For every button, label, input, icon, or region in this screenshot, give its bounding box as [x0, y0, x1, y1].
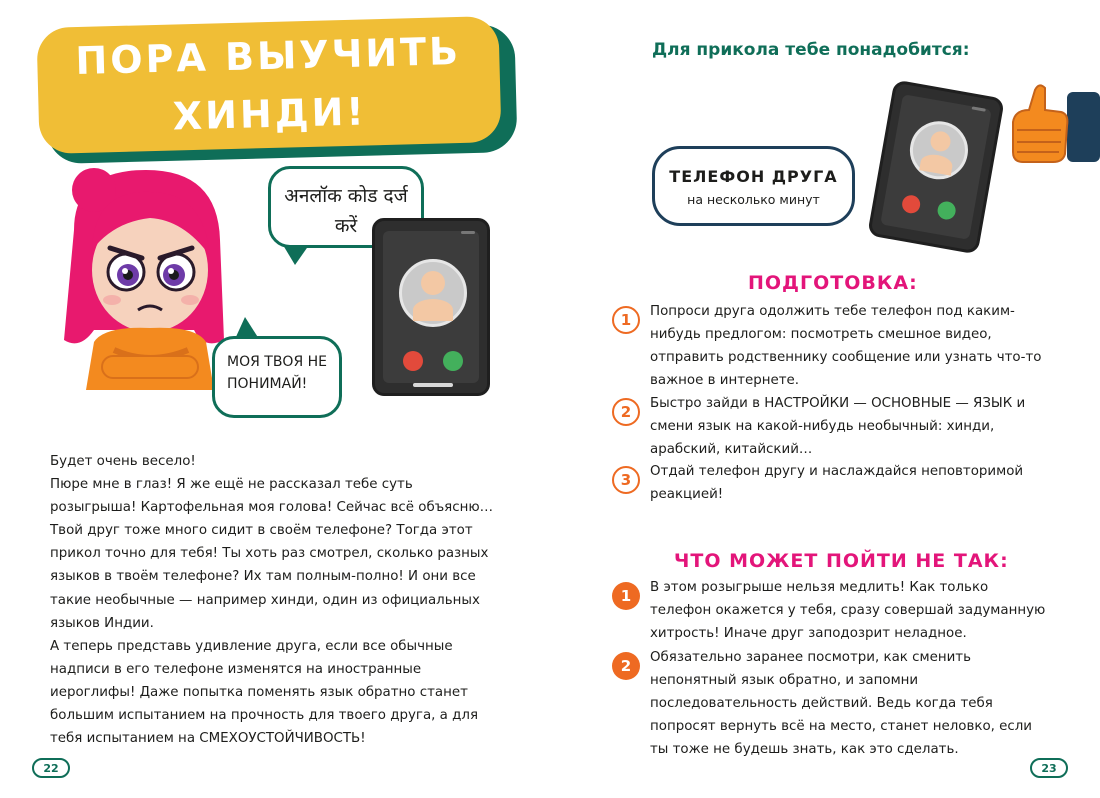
- prep-step: [612, 460, 1052, 506]
- prep-step: [612, 300, 1052, 392]
- step-number: 2: [612, 652, 640, 680]
- warning-step: [612, 576, 1052, 645]
- step-number: 3: [612, 466, 640, 494]
- page-title: ПОРА ВЫУЧИТЬ ХИНДИ!: [74, 28, 462, 139]
- item-title: ТЕЛЕФОН ДРУГА: [669, 167, 838, 186]
- body-paragraph: А теперь представь удивление друга, если все обычные надписи в его телефоне изменятся на иностранные иероглифы! Даже попытка поменять язык обратно станет большим испытанием на прочность для твоего друга, а для тебя испытанием на СМЕХОУСТОЙЧИВОСТЬ!: [50, 638, 479, 747]
- avatar-head: [421, 271, 445, 295]
- step-text: В этом розыгрыше нельзя медлить! Как только телефон окажется у тебя, сразу совершай задуманную хитрость! Иначе друг заподозрит неладное.: [650, 580, 1046, 642]
- hindi-text: अनलॉक कोड दर्ज करें: [284, 185, 408, 237]
- item-subtitle: на несколько минут: [687, 192, 820, 207]
- bubble-tail: [235, 317, 259, 339]
- phone-notch: [461, 231, 475, 234]
- girl-illustration: [54, 160, 238, 390]
- preparation-title: ПОДГОТОВКА:: [748, 272, 918, 294]
- body-paragraph: Будет очень весело!: [50, 454, 196, 469]
- step-number: 2: [612, 398, 640, 426]
- prep-step: [612, 392, 1052, 461]
- title-banner: [36, 16, 501, 154]
- thumbs-up-hand-icon: [1005, 82, 1100, 168]
- step-text: Попроси друга одолжить тебе телефон под каким-нибудь предлогом: посмотреть смешное видео, отправить родственнику сообщение или узнать что-то важное в интернете.: [650, 304, 1042, 389]
- step-text: Быстро зайди в НАСТРОЙКИ — ОСНОВНЫЕ — ЯЗЫК и смени язык на какой-нибудь необычный: хинди, арабский, китайский…: [650, 396, 1026, 458]
- step-text: Отдай телефон другу и наслаждайся неповторимой реакцией!: [650, 464, 1024, 503]
- body-paragraph: Пюре мне в глаз! Я же ещё не рассказал тебе суть розыгрыша! Картофельная моя голова! Сейчас всё объясню… Твой друг тоже много сидит в своём телефоне? Тогда этот прикол точно для тебя! Ты хоть раз смотрел, сколько разных языков в твоём телефоне? Их там полным-полно! И они все такие необычные — например хинди, один из официальных языков Индии.: [50, 477, 494, 631]
- item-box: [652, 146, 855, 226]
- phone-icon: [867, 79, 1005, 254]
- phone-icon: [372, 218, 490, 396]
- answer-icon: [443, 351, 463, 371]
- russian-bubble-text: МОЯ ТВОЯ НЕ ПОНИМАЙ!: [227, 354, 328, 392]
- home-bar: [413, 383, 453, 387]
- page-number-right: 23: [1030, 758, 1068, 778]
- body-text: [50, 450, 495, 750]
- bubble-tail: [283, 245, 309, 265]
- avatar-body: [413, 299, 453, 321]
- page-number-left: 22: [32, 758, 70, 778]
- step-number: 1: [612, 306, 640, 334]
- step-text: Обязательно заранее посмотри, как сменить непонятный язык обратно, и запомни последовательность действий. Ведь когда тебя попросят вернуть всё на место, станет неловко, если ты тоже не будешь знать, как это сделать.: [650, 650, 1033, 758]
- warning-step: [612, 646, 1052, 761]
- speech-bubble-russian: [212, 336, 342, 418]
- what-could-go-wrong-title: ЧТО МОЖЕТ ПОЙТИ НЕ ТАК:: [674, 550, 1009, 572]
- hang-up-icon: [403, 351, 423, 371]
- step-number: 1: [612, 582, 640, 610]
- requirements-title: Для прикола тебе понадобится:: [652, 40, 970, 60]
